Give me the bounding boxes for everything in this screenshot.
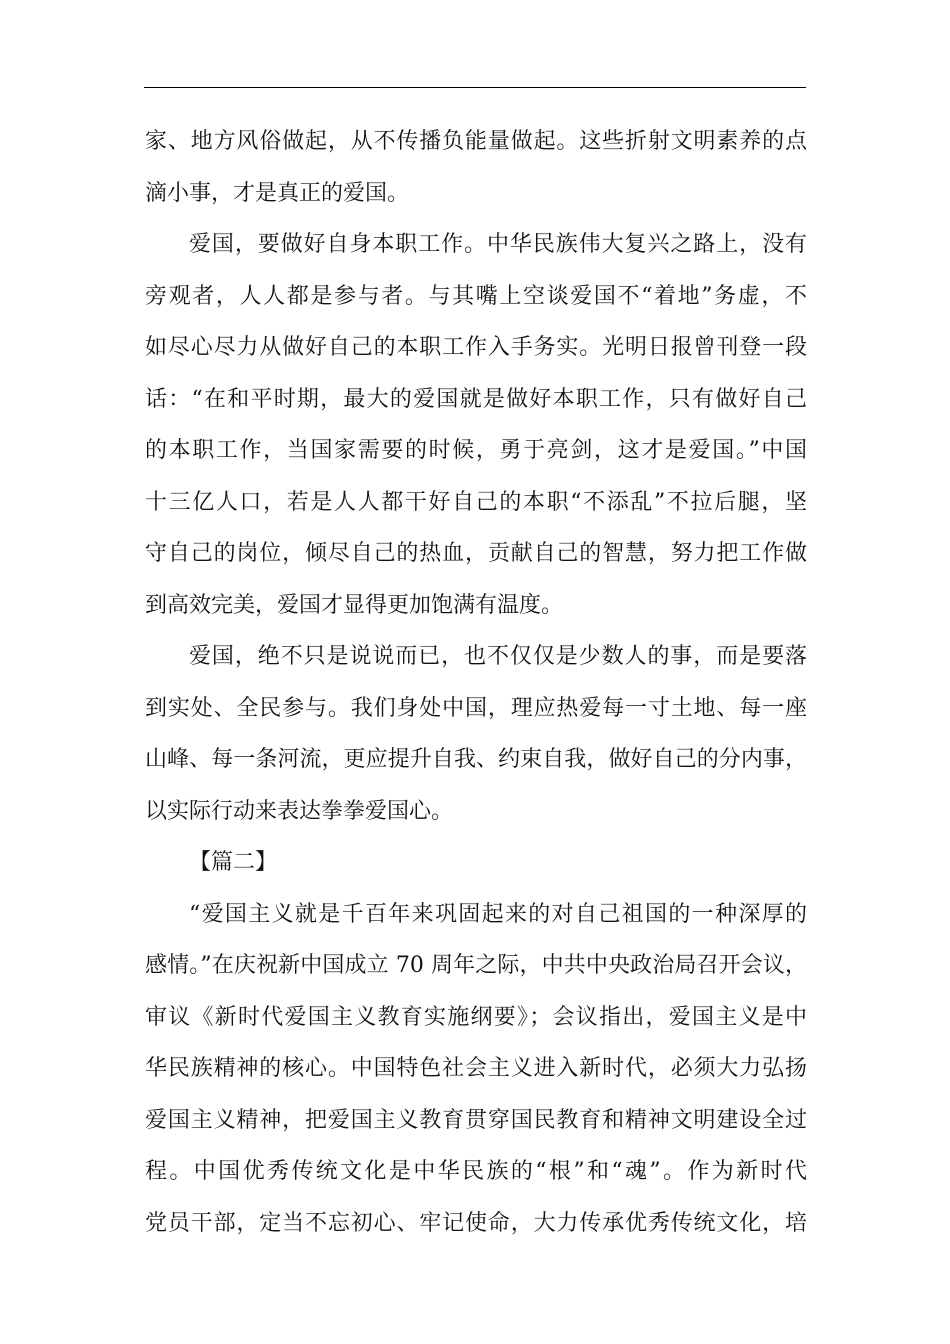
text-line: “爱国主义就是千百年来巩固起来的对自己祖国的一种深厚的 (189, 901, 807, 927)
text-line: 以实际行动来表达拳拳爱国心。 (145, 798, 454, 824)
text-line: 【篇二】 (189, 850, 278, 875)
text-line: 审议《新时代爱国主义教育实施纲要》；会议指出，爱国主义是中 (145, 1004, 807, 1030)
document-body (145, 116, 807, 1249)
text-line: 爱国，绝不只是说说而已，也不仅仅是少数人的事，而是要落 (189, 644, 807, 669)
text-line: 如尽心尽力从做好自己的本职工作入手务实。光明日报曾刊登一段 (145, 335, 807, 360)
text-line: 滴小事，才是真正的爱国。 (145, 180, 410, 206)
text-line: 感情。”在庆祝新中国成立 70 周年之际，中共中央政治局召开会议， (145, 953, 807, 978)
text-line: 到实处、全民参与。我们身处中国，理应热爱每一寸土地、每一座 (145, 695, 807, 721)
text-line: 家、地方风俗做起，从不传播负能量做起。这些折射文明素养的点 (145, 129, 807, 154)
text-line: 华民族精神的核心。中国特色社会主义进入新时代，必须大力弘扬 (145, 1056, 807, 1081)
text-line: 旁观者，人人都是参与者。与其嘴上空谈爱国不“着地”务虚，不 (145, 283, 807, 309)
text-line: 守自己的岗位，倾尽自己的热血，贡献自己的智慧，努力把工作做 (145, 541, 807, 566)
text-line: 爱国，要做好自身本职工作。中华民族伟大复兴之路上，没有 (189, 232, 807, 257)
text-line: 的本职工作，当国家需要的时候，勇于亮剑，这才是爱国。”中国 (145, 438, 807, 463)
text-line: 话：“在和平时期，最大的爱国就是做好本职工作，只有做好自己 (145, 386, 807, 412)
text-line: 山峰、每一条河流，更应提升自我、约束自我，做好自己的分内事， (145, 747, 807, 772)
text-line: 爱国主义精神，把爱国主义教育贯穿国民教育和精神文明建设全过 (145, 1107, 807, 1133)
header-rule (144, 87, 806, 88)
text-line: 到高效完美，爱国才显得更加饱满有温度。 (145, 592, 564, 618)
text-line: 党员干部，定当不忘初心、牢记使命，大力传承优秀传统文化，培 (145, 1210, 807, 1236)
text-line: 十三亿人口，若是人人都干好自己的本职“不添乱”不拉后腿，坚 (145, 489, 807, 515)
text-line: 程。中国优秀传统文化是中华民族的“根”和“魂”。作为新时代 (145, 1159, 807, 1184)
